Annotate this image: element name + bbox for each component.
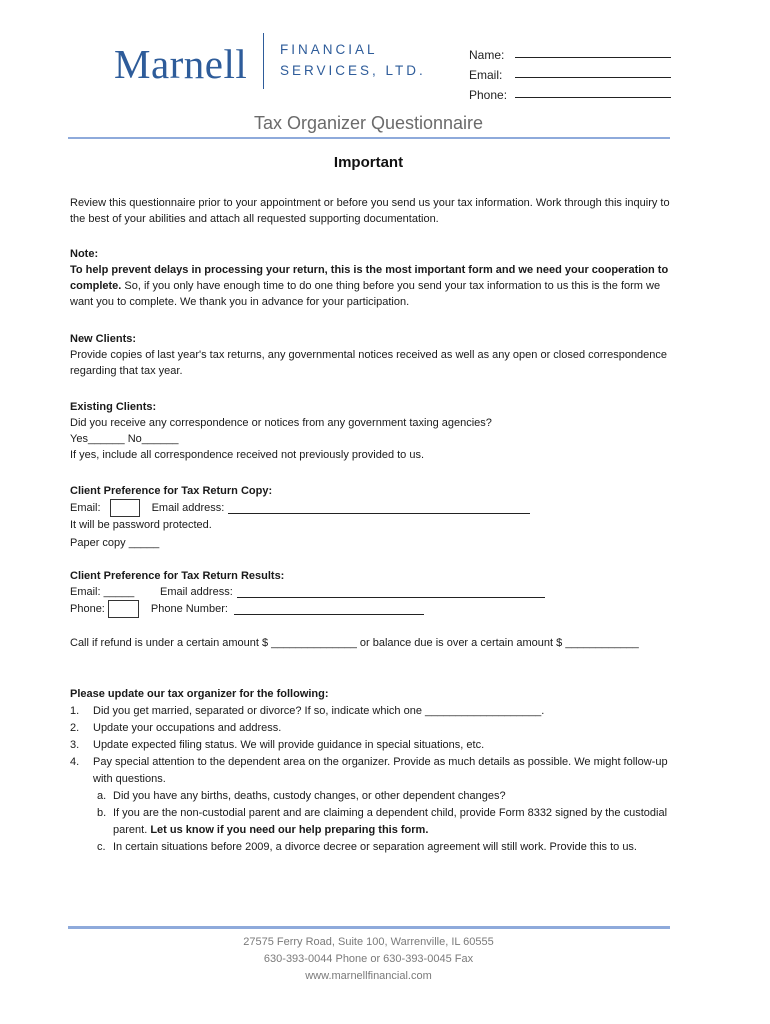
note-heading: Note: [70, 248, 99, 260]
page-title: Tax Organizer Questionnaire [253, 113, 484, 133]
list-text: Did you get married, separated or divorce? If so, indicate which one ___________________. [93, 705, 545, 717]
sub-list-item [97, 839, 670, 856]
yes-no-field[interactable]: Yes______ No______ [70, 433, 179, 445]
copy-preference-heading: Client Preference for Tax Return Copy: [70, 485, 273, 497]
refund-threshold-line[interactable]: Call if refund is under a certain amount $ ______________ or balance due is over a certain amount $ ____________ [70, 637, 639, 649]
results-email-address-field[interactable] [237, 587, 545, 598]
note-bold-text: To help prevent delays in processing your return, this is the most important form and we need your cooperation to complete. [70, 264, 669, 292]
sub-list-text: In certain situations before 2009, a divorce decree or separation agreement will still work. Provide this to us. [113, 841, 637, 853]
sub-list-bold-text: Let us know if you need our help preparing this form. [150, 824, 429, 836]
list-number: 2. [70, 722, 80, 734]
copy-email-row [70, 499, 670, 517]
list-number: 4. [70, 756, 80, 768]
sub-list-letter: c. [97, 841, 106, 853]
intro-paragraph: Review this questionnaire prior to your appointment or before you send us your tax information. Work through this inquiry to the best of your abilities and attach all requested supporting documentation. [70, 197, 670, 225]
sub-list-item [97, 805, 670, 839]
results-email-address-label: Email address: [160, 586, 233, 598]
phone-label: Phone: [469, 88, 508, 102]
update-section [70, 686, 670, 856]
footer-divider [68, 926, 670, 929]
note-paragraph [70, 262, 670, 310]
footer-phone: 630-393-0044 Phone or 630-393-0045 Fax [263, 953, 474, 965]
copy-email-address-label: Email address: [151, 502, 225, 514]
results-email-row [70, 584, 670, 600]
name-row [469, 42, 671, 62]
list-text: Update expected filing status. We will provide guidance in special situations, etc. [93, 739, 485, 751]
footer-address: 27575 Ferry Road, Suite 100, Warrenville, IL 60555 [243, 936, 494, 948]
existing-clients-section [70, 399, 670, 463]
sub-list-item [97, 788, 670, 805]
logo-divider [263, 33, 264, 89]
logo-subtitle-line1: FINANCIAL [280, 42, 378, 57]
list-item [70, 737, 670, 754]
footer-website[interactable]: www.marnellfinancial.com [305, 970, 432, 982]
note-text: So, if you only have enough time to do one thing before you send your tax information to us this is the form we want you to complete. We thank you in advance for your participation. [70, 280, 661, 308]
copy-email-checkbox[interactable] [110, 499, 140, 517]
phone-row [469, 82, 671, 102]
email-field[interactable] [515, 65, 671, 78]
sub-list-letter: a. [97, 790, 107, 802]
paper-copy-field[interactable]: Paper copy _____ [70, 537, 160, 549]
results-preference-heading: Client Preference for Tax Return Results: [70, 570, 285, 582]
list-text: Update your occupations and address. [93, 722, 282, 734]
copy-email-label: Email: [70, 502, 101, 514]
results-phone-label: Phone: [70, 603, 105, 615]
existing-clients-heading: Existing Clients: [70, 401, 157, 413]
copy-preference-section [70, 483, 670, 551]
list-item [70, 703, 670, 720]
sub-list-text-wrap [113, 805, 670, 839]
important-heading: Important [333, 154, 404, 171]
name-label: Name: [469, 48, 505, 62]
name-field[interactable] [515, 45, 671, 58]
sub-list-letter: b. [97, 807, 107, 819]
phone-field[interactable] [515, 85, 671, 98]
password-note: It will be password protected. [70, 519, 212, 531]
existing-clients-followup: If yes, include all correspondence received not previously provided to us. [70, 449, 425, 461]
list-number: 3. [70, 739, 80, 751]
results-preference-section [70, 568, 670, 618]
results-phone-row [70, 600, 670, 618]
new-clients-text: Provide copies of last year's tax returns, any governmental notices received as well as any open or closed correspondence regarding that tax year. [70, 349, 668, 377]
note-section [70, 246, 670, 310]
sub-list-text: Did you have any births, deaths, custody changes, or other dependent changes? [113, 790, 506, 802]
results-phone-number-label: Phone Number: [150, 603, 228, 615]
new-clients-section [70, 331, 670, 379]
update-heading: Please update our tax organizer for the following: [70, 688, 329, 700]
sub-list-text: If you are the non-custodial parent and are claiming a dependent child, provide Form 8332 signed by the custodial parent. [113, 807, 668, 836]
list-number: 1. [70, 705, 80, 717]
contact-fields [469, 42, 671, 102]
copy-email-address-field[interactable] [228, 503, 530, 514]
results-email-field[interactable]: Email: _____ [70, 586, 135, 598]
results-phone-number-field[interactable] [234, 604, 424, 615]
list-item [70, 754, 670, 788]
existing-clients-question: Did you receive any correspondence or notices from any government taxing agencies? [70, 417, 492, 429]
results-phone-checkbox[interactable] [108, 600, 139, 618]
list-text: Pay special attention to the dependent area on the organizer. Provide as much details as possible. We might follow-up with questions. [93, 756, 668, 785]
new-clients-heading: New Clients: [70, 333, 137, 345]
list-item [70, 720, 670, 737]
title-divider [68, 137, 670, 139]
email-label: Email: [469, 68, 503, 82]
logo-subtitle-line2: SERVICES, LTD. [280, 63, 426, 78]
company-logo-wordmark: Marnell [114, 41, 248, 87]
email-row [469, 62, 671, 82]
